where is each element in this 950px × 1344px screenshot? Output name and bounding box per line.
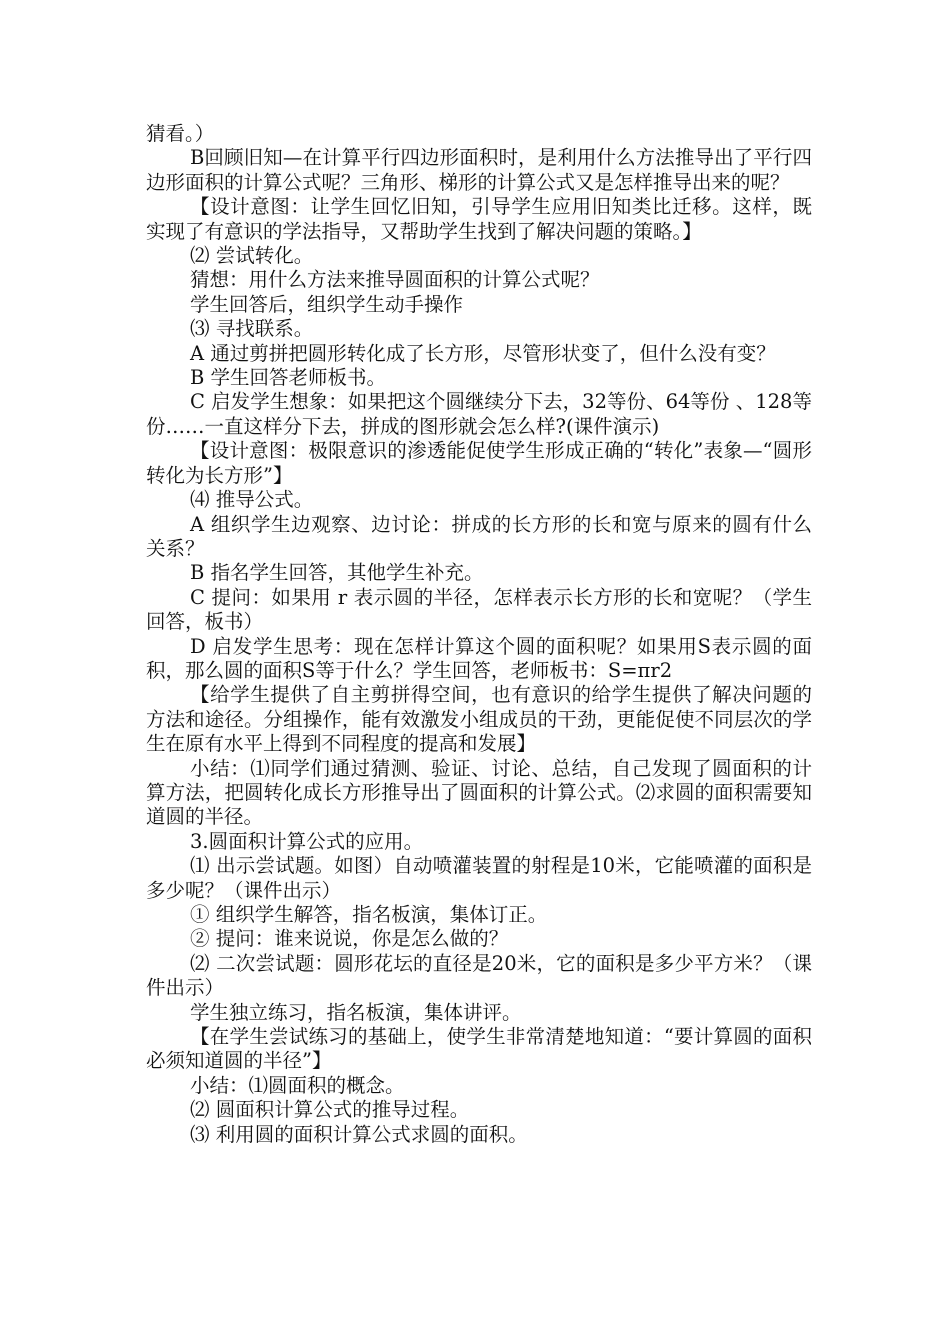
paragraph: 学生独立练习，指名板演，集体讲评。	[190, 1000, 522, 1024]
paragraph: 猜想：用什么方法来推导圆面积的计算公式呢？	[190, 268, 600, 292]
paragraph: ⑵ 圆面积计算公式的推导过程。	[190, 1098, 470, 1122]
paragraph: ⑶ 利用圆的面积计算公式求圆的面积。	[190, 1122, 528, 1146]
paragraph: C 提问：如果用 r 表示圆的半径，怎样表示长方形的长和宽呢？（学生回答，板书）	[146, 585, 812, 634]
paragraph: ⑵ 尝试转化。	[190, 244, 314, 268]
paragraph: 猜看。）	[146, 122, 215, 145]
paragraph: 【给学生提供了自主剪拼得空间，也有意识的给学生提供了解决问题的方法和途径。分组操作，能有效激发小组成员的干劲，更能促使不同层次的学生在原有水平上得到不同程度的提高和发展】	[146, 683, 812, 756]
paragraph: ⑵ 二次尝试题：圆形花坛的直径是20米，它的面积是多少平方米？（课件出示）	[146, 951, 812, 1000]
paragraph: 学生回答后，组织学生动手操作	[190, 292, 464, 316]
paragraph: 【在学生尝试练习的基础上，使学生非常清楚地知道：“要计算圆的面积必须知道圆的半径”】	[146, 1025, 812, 1073]
paragraph: ② 提问：谁来说说，你是怎么做的？	[190, 927, 509, 951]
paragraph: B 学生回答老师板书。	[190, 366, 387, 390]
paragraph: ① 组织学生解答，指名板演，集体订正。	[190, 903, 548, 926]
paragraph: B 指名学生回答，其他学生补充。	[190, 561, 484, 585]
paragraph: A 通过剪拼把圆形转化成了长方形，尽管形状变了，但什么没有变？	[190, 341, 776, 365]
paragraph: D 启发学生思考：现在怎样计算这个圆的面积呢？如果用S表示圆的面积，那么圆的面积S等于什么？学生回答，老师板书：S=πr2	[146, 634, 812, 682]
paragraph: 3.圆面积计算公式的应用。	[190, 829, 424, 853]
paragraph: ⑴ 出示尝试题。如图）自动喷灌装置的射程是10米，它能喷灌的面积是多少呢？（课件出示）	[146, 854, 812, 902]
paragraph: ⑷ 推导公式。	[190, 488, 314, 512]
paragraph: 【设计意图：极限意识的渗透能促使学生形成正确的“转化”表象—“圆形转化为长方形”】	[146, 439, 812, 487]
paragraph: 小结：⑴同学们通过猜测、验证、讨论、总结，自己发现了圆面积的计算方法，把圆转化成长方形推导出了圆面积的计算公式。⑵求圆的面积需要知道圆的半径。	[146, 756, 812, 829]
paragraph: C 启发学生想象：如果把这个圆继续分下去，32等份、64等份 、128等份……一直这样分下去，拼成的图形就会怎么样?(课件演示)	[146, 390, 812, 438]
paragraph: B回顾旧知—在计算平行四边形面积时，是利用什么方法推导出了平行四边形面积的计算公式呢？三角形、梯形的计算公式又是怎样推导出来的呢？	[146, 146, 812, 194]
paragraph: A 组织学生边观察、边讨论：拼成的长方形的长和宽与原来的圆有什么关系？	[146, 512, 812, 560]
paragraph: ⑶ 寻找联系。	[190, 317, 314, 341]
paragraph: 【设计意图：让学生回忆旧知，引导学生应用旧知类比迁移。这样，既实现了有意识的学法指导，又帮助学生找到了解决问题的策略。】	[146, 195, 812, 243]
document-body	[146, 122, 812, 1147]
paragraph: 小结：⑴圆面积的概念。	[190, 1073, 405, 1097]
